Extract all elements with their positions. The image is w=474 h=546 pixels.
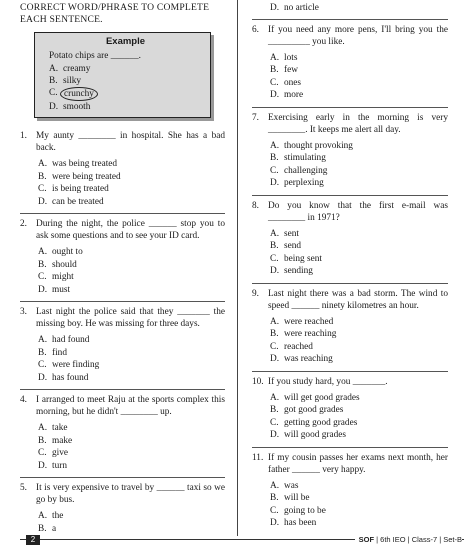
option-text: were being treated <box>52 171 121 182</box>
option-letter: D. <box>270 518 280 528</box>
question-stem <box>252 376 448 388</box>
option-letter: C. <box>270 341 279 352</box>
question-text: If my cousin passes her exams next month, her father ______ very happy. <box>268 452 448 475</box>
option-text: turn <box>52 460 67 471</box>
option-letter: A. <box>270 140 280 151</box>
option-item[interactable] <box>38 334 225 347</box>
option-item[interactable] <box>270 392 448 405</box>
option-letter: D. <box>38 284 48 295</box>
option-letter: B. <box>270 493 279 503</box>
option-item[interactable] <box>38 523 225 536</box>
question-item <box>252 196 448 284</box>
option-item[interactable] <box>38 183 225 196</box>
question-text: Do you know that the first e-mail was ________ in 1971? <box>268 200 448 223</box>
option-item[interactable] <box>38 271 225 284</box>
option-letter: B. <box>38 435 47 446</box>
option-item[interactable] <box>270 64 448 77</box>
option-letter: C. <box>270 505 279 516</box>
example-option <box>49 63 202 75</box>
option-text: is being treated <box>52 184 109 194</box>
question-stem <box>252 24 448 48</box>
answer-options <box>252 392 448 442</box>
option-item[interactable] <box>38 259 225 272</box>
option-letter: A. <box>270 228 280 239</box>
right-question-list <box>252 20 448 535</box>
question-item <box>20 302 225 390</box>
option-letter: B. <box>270 241 279 251</box>
option-item[interactable] <box>270 480 448 493</box>
option-text: can be treated <box>52 196 104 207</box>
option-letter: C. <box>270 165 279 176</box>
section-instruction: CORRECT WORD/PHRASE TO COMPLETE EACH SENTENCE. <box>20 2 210 25</box>
option-letter: B. <box>270 153 279 163</box>
option-letter: D. <box>270 178 280 188</box>
option-letter: C. <box>270 417 279 428</box>
question-number: 4. <box>20 395 27 405</box>
question-item <box>252 372 448 448</box>
left-column <box>20 0 225 540</box>
column-divider <box>237 0 238 536</box>
option-letter: D. <box>38 460 48 471</box>
answer-options <box>252 480 448 530</box>
option-letter: A. <box>270 316 280 327</box>
option-letter: A. <box>270 480 280 491</box>
example-options <box>49 63 202 113</box>
option-item[interactable] <box>38 158 225 171</box>
question-stem <box>252 288 448 312</box>
question-text: Exercising early in the morning is very ________. It keeps me alert all day. <box>268 112 448 135</box>
option-item[interactable] <box>270 341 448 354</box>
question-text: If you study hard, you _______. <box>268 376 388 387</box>
option-item[interactable] <box>270 328 448 341</box>
option-text: getting good grades <box>284 417 358 428</box>
question-stem <box>20 482 225 506</box>
footer-caption <box>355 535 462 545</box>
answer-options <box>20 334 225 384</box>
question-text: I arranged to meet Raju at the sports complex this morning, but he didn't ________ up. <box>36 395 225 417</box>
option-item[interactable] <box>270 253 448 266</box>
option-item[interactable] <box>270 165 448 178</box>
option-text: has been <box>284 518 317 528</box>
option-letter: A. <box>38 247 48 257</box>
option-letter: C. <box>38 360 47 370</box>
answer-options <box>20 158 225 208</box>
option-letter: B. <box>38 523 47 534</box>
footer-exam-label: | 6th IEO | Class-7 | Set-B <box>376 535 462 544</box>
question-item <box>252 448 448 535</box>
question-item <box>20 214 225 302</box>
option-item[interactable] <box>270 353 448 366</box>
option-text: will good grades <box>284 430 346 440</box>
option-letter: C. <box>270 253 279 264</box>
option-text: find <box>52 347 67 358</box>
example-option <box>49 87 202 101</box>
option-text: will be <box>284 493 310 503</box>
option-text: smooth <box>63 102 91 112</box>
option-text: sent <box>284 228 299 239</box>
option-text: few <box>284 65 298 75</box>
option-letter: B. <box>270 405 279 415</box>
option-letter: B. <box>270 65 279 75</box>
option-letter: A. <box>270 392 280 403</box>
option-letter: B. <box>49 76 58 86</box>
option-text: were finding <box>52 360 100 370</box>
option-letter: C. <box>38 272 47 282</box>
question-stem <box>20 394 225 418</box>
option-text: sending <box>284 266 313 276</box>
option-letter: C. <box>270 77 279 88</box>
question-number: 11. <box>252 452 264 463</box>
option-item[interactable] <box>38 171 225 184</box>
option-item[interactable] <box>38 435 225 448</box>
answer-options <box>252 52 448 102</box>
question-item <box>20 478 225 540</box>
option-item[interactable] <box>38 246 225 259</box>
option-text: was reaching <box>284 354 333 364</box>
option-letter: C. <box>38 184 47 194</box>
page-footer <box>0 536 474 546</box>
option-letter: D. <box>49 102 59 112</box>
option-item[interactable] <box>38 359 225 372</box>
option-text: being sent <box>284 253 322 264</box>
right-column <box>252 0 448 535</box>
option-letter: A. <box>38 423 48 433</box>
question-stem <box>20 306 225 330</box>
option-item[interactable] <box>270 89 448 102</box>
option-letter: B. <box>38 259 47 270</box>
option-item[interactable] <box>38 510 225 523</box>
question-number: 8. <box>252 200 259 211</box>
question-text: If you need any more pens, I'll bring you the _________ you like. <box>268 24 448 47</box>
option-letter: A. <box>270 52 280 63</box>
question-text: My aunty ________ in hospital. She has a bad back. <box>36 131 225 153</box>
option-letter: D. <box>38 372 48 383</box>
question-number: 9. <box>252 288 259 299</box>
option-item[interactable] <box>270 505 448 518</box>
option-text: perplexing <box>284 178 324 188</box>
option-text: challenging <box>284 165 328 176</box>
option-letter: D. <box>38 196 48 207</box>
option-item[interactable] <box>38 447 225 460</box>
option-letter: D. <box>270 266 280 276</box>
answer-options <box>20 510 225 535</box>
option-text: ought to <box>52 247 83 257</box>
continued-option <box>252 2 448 20</box>
question-number: 5. <box>20 483 27 493</box>
option-item[interactable] <box>270 429 448 442</box>
option-item[interactable] <box>270 52 448 65</box>
question-item <box>252 108 448 196</box>
option-item[interactable] <box>38 422 225 435</box>
option-text: had found <box>52 335 90 345</box>
question-item <box>252 20 448 108</box>
option-item[interactable] <box>270 140 448 153</box>
option-text: take <box>52 423 68 433</box>
question-stem <box>252 112 448 136</box>
option-text: reached <box>284 341 313 352</box>
option-letter: C. <box>38 448 47 458</box>
option-text: more <box>284 90 304 100</box>
option-letter: A. <box>38 511 48 521</box>
question-number: 10. <box>252 376 264 387</box>
question-text: During the night, the police ______ stop you to ask some questions and to see your ID card. <box>36 219 225 241</box>
option-item[interactable] <box>270 417 448 430</box>
answer-options <box>252 316 448 366</box>
option-item[interactable] <box>270 152 448 165</box>
option-item[interactable] <box>270 316 448 329</box>
option-text: no article <box>284 3 319 13</box>
option-text: stimulating <box>284 153 326 163</box>
option-text: were reached <box>284 316 334 327</box>
question-number: 3. <box>20 307 27 317</box>
option-text: should <box>52 259 77 270</box>
option-text: thought provoking <box>284 140 353 151</box>
option-letter: B. <box>270 329 279 339</box>
option-text: creamy <box>63 64 91 74</box>
option-item[interactable] <box>38 460 225 473</box>
option-item[interactable] <box>270 265 448 278</box>
option-text: might <box>52 272 74 282</box>
option-item[interactable] <box>270 2 448 15</box>
option-text: silky <box>63 76 82 86</box>
example-question: Potato chips are ______. <box>49 51 141 61</box>
option-text: must <box>52 284 71 295</box>
option-letter: B. <box>38 347 47 358</box>
question-text: It is very expensive to travel by ______ taxi so we go by bus. <box>36 483 225 505</box>
question-stem <box>252 200 448 224</box>
option-text: the <box>52 511 64 521</box>
option-item[interactable] <box>38 347 225 360</box>
option-letter: D. <box>270 3 280 13</box>
option-text: will get good grades <box>284 392 360 403</box>
question-number: 2. <box>20 219 27 229</box>
option-item[interactable] <box>270 404 448 417</box>
option-letter: A. <box>38 159 48 169</box>
option-item[interactable] <box>270 240 448 253</box>
option-text: was <box>284 480 299 491</box>
question-item <box>20 126 225 214</box>
answer-options <box>252 228 448 278</box>
option-letter: D. <box>270 430 280 440</box>
option-item[interactable] <box>38 284 225 297</box>
option-item[interactable] <box>38 372 225 385</box>
option-letter: C. <box>49 88 58 98</box>
circled-answer: crunchy <box>60 87 98 101</box>
question-stem <box>20 130 225 154</box>
option-item[interactable] <box>270 77 448 90</box>
option-text: going to be <box>284 505 326 516</box>
option-text: has found <box>52 372 89 383</box>
question-stem <box>252 452 448 476</box>
answer-options <box>252 140 448 190</box>
example-title: Example <box>105 36 146 47</box>
option-letter: D. <box>270 354 280 364</box>
example-box <box>34 32 211 118</box>
option-text: a <box>52 523 57 534</box>
question-text: Last night the police said that they _______ the missing boy. He was missing for three days. <box>36 307 225 329</box>
option-letter: A. <box>38 335 48 345</box>
question-text: Last night there was a bad storm. The wind to speed ______ ninety kilometres an hour. <box>268 288 448 311</box>
option-letter: D. <box>270 90 280 100</box>
option-text: send <box>284 241 302 251</box>
answer-options <box>20 422 225 472</box>
option-text: make <box>52 435 73 446</box>
option-letter: B. <box>38 171 47 182</box>
page-number: 2 <box>26 535 40 545</box>
question-number: 6. <box>252 24 259 35</box>
question-item <box>20 390 225 478</box>
left-question-list <box>20 126 225 540</box>
option-letter: A. <box>49 64 59 74</box>
option-item[interactable] <box>270 177 448 190</box>
brand-logo: SOF <box>358 535 375 544</box>
option-item[interactable] <box>270 517 448 530</box>
question-stem <box>20 218 225 242</box>
option-text: was being treated <box>52 159 118 169</box>
example-option <box>49 75 202 87</box>
question-number: 7. <box>252 112 259 123</box>
question-number: 1. <box>20 131 27 141</box>
option-text: got good grades <box>284 405 344 415</box>
option-text: were reaching <box>284 329 337 339</box>
example-option <box>49 101 202 113</box>
option-item[interactable] <box>38 196 225 209</box>
option-text: lots <box>284 52 298 63</box>
option-text: ones <box>284 77 302 88</box>
option-text: give <box>52 448 69 458</box>
option-item[interactable] <box>270 228 448 241</box>
option-item[interactable] <box>270 492 448 505</box>
answer-options <box>20 246 225 296</box>
question-item <box>252 284 448 372</box>
